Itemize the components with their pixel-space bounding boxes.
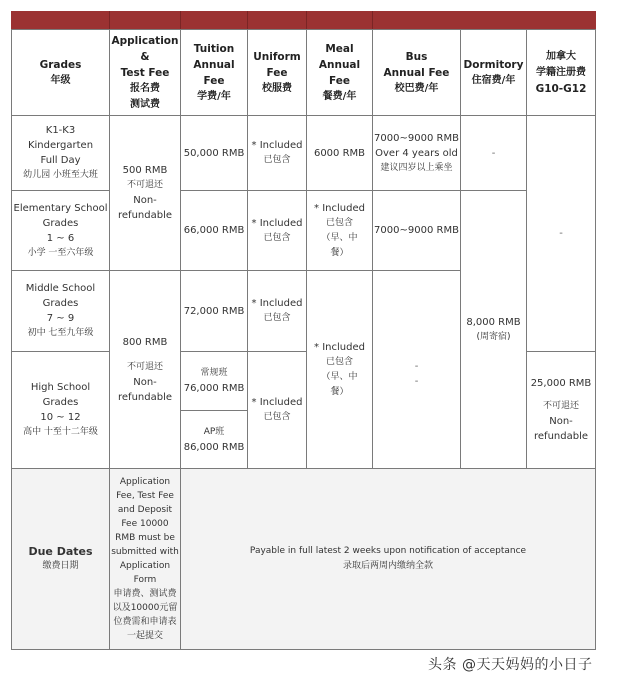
- canada-registration-high: 25,000 RMB 不可退还 Non- refundable: [526, 351, 596, 469]
- dormitory-kindergarten: -: [460, 115, 527, 191]
- header-application-fee: Application & Test Fee 报名费 测试费: [109, 29, 181, 116]
- header-grades: Grades 年级: [11, 29, 110, 116]
- grade-kindergarten: K1-K3 Kindergarten Full Day 幼儿园 小班至大班: [11, 115, 110, 191]
- canada-registration-k-mid: -: [526, 115, 596, 352]
- header-tuition: Tuition Annual Fee 学费/年: [180, 29, 248, 116]
- header-canada-registration: 加拿大 学籍注册费 G10-G12: [526, 29, 596, 116]
- due-dates-label: Due Dates 缴费日期: [11, 468, 110, 650]
- grade-middle: Middle School Grades 7 ~ 9 初中 七至九年级: [11, 270, 110, 352]
- grade-elementary: Elementary School Grades 1 ~ 6 小学 一至六年级: [11, 190, 110, 271]
- application-fee-mid-high: 800 RMB 不可退还 Non- refundable: [109, 270, 181, 469]
- watermark: 头条 @天天妈妈的小日子: [428, 657, 593, 673]
- tuition-high-regular: 常规班 76,000 RMB: [180, 351, 248, 411]
- header-dormitory: Dormitory 住宿费/年: [460, 29, 527, 116]
- header-bus: Bus Annual Fee 校巴费/年: [372, 29, 461, 116]
- grade-high: High School Grades 10 ~ 12 高中 十至十二年级: [11, 351, 110, 469]
- header-uniform: Uniform Fee 校服费: [247, 29, 307, 116]
- tuition-middle: 72,000 RMB: [180, 270, 248, 352]
- tuition-elementary: 66,000 RMB: [180, 190, 248, 271]
- tuition-kindergarten: 50,000 RMB: [180, 115, 248, 191]
- meal-elementary: * Included 已包含 （早、中 餐）: [306, 190, 373, 271]
- uniform-kindergarten: * Included 已包含: [247, 115, 307, 191]
- uniform-high: * Included 已包含: [247, 351, 307, 469]
- due-dates-payable: Payable in full latest 2 weeks upon notification of acceptance 录取后两周内缴纳全款: [180, 468, 596, 650]
- bus-mid-high: - -: [372, 270, 461, 469]
- meal-mid-high: * Included 已包含 （早、中 餐）: [306, 270, 373, 469]
- due-dates-application: Application Fee, Test Fee and Deposit Fee 10000 RMB must be submitted with Application Form 申请费、测试费 以及10000元留 位费需和申请表 一起提交: [109, 468, 181, 650]
- header-color-bar: [11, 11, 596, 30]
- application-fee-k-elem: 500 RMB 不可退还 Non- refundable: [109, 115, 181, 271]
- uniform-elementary: * Included 已包含: [247, 190, 307, 271]
- uniform-middle: * Included 已包含: [247, 270, 307, 352]
- dormitory-elem-to-high: 8,000 RMB (周寄宿): [460, 190, 527, 469]
- bus-kindergarten: 7000~9000 RMB Over 4 years old 建议四岁以上乘坐: [372, 115, 461, 191]
- header-meal: Meal Annual Fee 餐费/年: [306, 29, 373, 116]
- meal-kindergarten: 6000 RMB: [306, 115, 373, 191]
- tuition-high-ap: AP班 86,000 RMB: [180, 410, 248, 469]
- bus-elementary: 7000~9000 RMB: [372, 190, 461, 271]
